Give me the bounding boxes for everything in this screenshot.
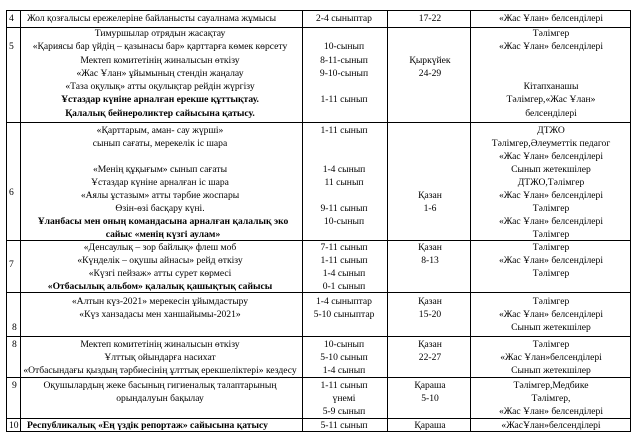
event-text: «Күзгі пейзаж» атты сурет көрмесі	[88, 268, 232, 279]
row-number: 4	[9, 13, 14, 24]
date-text: 22-27	[418, 352, 442, 363]
event-text: Оқушылардың жеке басының гигиеналық талаптарының	[43, 380, 277, 391]
date-text: Қазан	[418, 339, 442, 350]
date-text: 24-29	[418, 68, 442, 79]
date-text: Қазан	[418, 190, 442, 201]
event-text: орындалуын бақылау	[116, 393, 204, 404]
event-text: Тимуршылар отрядын жасақтау	[94, 28, 226, 39]
class-text: 5-10 сыныптар	[313, 309, 375, 320]
responsible-text: Тәлімгер,Медбике	[513, 380, 589, 391]
responsible-text: «Жас Ұлан» белсенділері	[499, 216, 603, 227]
class-text: 1-11 сынып	[320, 380, 368, 391]
row-number: 9	[12, 380, 17, 391]
responsible-text: Тәлімгер	[532, 242, 570, 253]
responsible-text: «Жас Ұлан» белсенділері	[499, 406, 603, 417]
event-text: Қалалық бейнероликтер сайысына қатысу.	[65, 108, 255, 119]
class-text: 1-4 сынып	[322, 268, 366, 279]
event-text: Республикалық «Ең үздік репортаж» сайысына қатысу	[27, 420, 268, 431]
date-text: Қараша	[414, 380, 446, 391]
responsible-text: Сынып жетекшілер	[511, 365, 591, 376]
event-text: «Қариясы бар үйдің – қазынасы бар» қарттарға көмек көрсету	[32, 41, 288, 52]
class-text: 7-11 сынып	[320, 242, 368, 253]
row-number: 7	[9, 259, 14, 270]
class-text: 5-9 сынып	[322, 406, 366, 417]
row-number: 5	[9, 41, 14, 52]
event-text: Мектеп комитетінің жиналысын өткізу	[80, 339, 240, 350]
responsible-text: Тәлімгер	[532, 28, 570, 39]
responsible-text: Тәлімгер	[532, 339, 570, 350]
event-text: Өзін-өзі басқару күні.	[115, 203, 205, 214]
event-text: «Отбасындағы қыздың тәрбиесінің ұлттық ерекшеліктері» кездесу	[23, 365, 297, 376]
date-text: Қазан	[418, 242, 442, 253]
responsible-text: Тәлімгер,	[531, 393, 571, 404]
event-text: «Күз ханзадасы мен ханшайымы-2021»	[79, 309, 241, 320]
class-text: 5-11 сынып	[320, 420, 368, 431]
event-text: «Менің құқығым» сынып сағаты	[92, 164, 228, 175]
responsible-text: Тәлімгер,Әлеуметтік педагог	[491, 138, 611, 149]
class-text: 10-сынып	[323, 216, 365, 227]
class-text: 1-4 сынып	[322, 365, 366, 376]
responsible-text: «Жас Ұлан» белсенділері	[499, 151, 603, 162]
event-text: «Таза оқулық» атты оқулықтар рейдін жүргізу	[65, 81, 255, 92]
class-text: 1-4 сыныптар	[316, 296, 372, 307]
event-text: «Денсаулық – зор байлық» флеш моб	[83, 242, 237, 253]
row-number: 10	[9, 420, 19, 431]
responsible-text: Сынып жетекшілер	[511, 164, 591, 175]
responsible-text: «ЖасҰлан»белсенділері	[501, 420, 601, 431]
responsible-text: Кітапханашы	[523, 81, 579, 92]
date-text: 1-6	[423, 203, 437, 214]
class-text: 0-1 сынып	[322, 281, 366, 292]
responsible-text: Тәлімгер	[532, 203, 570, 214]
date-text: 8-13	[421, 255, 439, 266]
date-text: Қараша	[414, 420, 446, 431]
responsible-text: ДТЖО,Тәлімгер	[517, 177, 585, 188]
event-text: Жол қозғалысы ережелеріне байланысты сауалнама жұмысы	[27, 13, 277, 24]
responsible-text: Тәлімгер	[532, 268, 570, 279]
class-text: 1-11 сынып	[320, 94, 368, 105]
responsible-text: белсенділері	[525, 108, 577, 119]
responsible-text: Тәлімгер	[532, 229, 570, 240]
class-text: 10-сынып	[323, 41, 365, 52]
date-text: Қазан	[418, 296, 442, 307]
responsible-text: «Жас Ұлан» белсенділері	[499, 190, 603, 201]
responsible-text: Сынып жетекшілер	[511, 322, 591, 333]
responsible-text: Тәлімгер,«Жас Ұлан»	[506, 94, 596, 105]
responsible-text: «Жас Ұлан»белсенділері	[500, 352, 602, 363]
event-text: Ұланбасы мен оның командасына арналған қалалық эко сайыс «менің күзгі аулам»	[37, 216, 289, 240]
event-text: «Қарттарым, аман- сау жүрші»	[96, 125, 224, 136]
date-text: 15-20	[418, 309, 442, 320]
date-text: 5-10	[421, 393, 439, 404]
class-text: 1-11 сынып	[320, 255, 368, 266]
class-text: үнемі	[332, 393, 356, 404]
responsible-text: «Жас Ұлан» белсенділері	[499, 41, 603, 52]
class-text: 11 сынып	[324, 177, 364, 188]
row-number: 8	[12, 322, 17, 333]
event-text: Ұстаздар күніне арналған ерекше құттықтау.	[61, 94, 259, 105]
event-text: Мектеп комитетінің жиналысын өткізу	[80, 55, 240, 66]
class-text: 9-11 сынып	[320, 203, 368, 214]
event-text: «Алтын күз-2021» мерекесін ұйымдастыру	[71, 296, 249, 307]
responsible-text: ДТЖО	[537, 125, 565, 136]
class-text: 8-11-сынып	[320, 55, 368, 66]
row-number: 6	[9, 187, 14, 198]
event-text: Ұлттық ойындарға насихат	[104, 352, 216, 363]
responsible-text: Тәлімгер	[532, 296, 570, 307]
class-text: 10-сынып	[323, 339, 365, 350]
row-number: 8	[12, 339, 17, 350]
class-text: 2-4 сыныптар	[316, 13, 372, 24]
class-text: 5-10 сынып	[320, 352, 368, 363]
responsible-text: «Жас Ұлан» белсенділері	[499, 255, 603, 266]
event-text: «Жас Ұлан» ұйымының стендін жаңалау	[76, 68, 244, 79]
event-text: «Аялы ұстазым» атты тәрбие жоспары	[80, 190, 240, 201]
date-text: Қыркүйек	[409, 55, 451, 66]
responsible-text: «Жас Ұлан» белсенділері	[499, 13, 603, 24]
event-text: «Күнделік – оқушы айнасы» рейд өткізу	[77, 255, 243, 266]
class-text: 9-10-сынып	[319, 68, 369, 79]
class-text: 1-4 сынып	[322, 164, 366, 175]
event-text: Ұстаздар күніне арналған іс шара	[91, 177, 229, 188]
responsible-text: «Жас Ұлан» белсенділері	[499, 309, 603, 320]
event-text: сынып сағаты, мерекелік іс шара	[92, 138, 228, 149]
class-text: 1-11 сынып	[320, 125, 368, 136]
date-text: 17-22	[418, 13, 442, 24]
event-text: «Отбасылық альбом» қалалық қашықтық сайысы	[47, 281, 273, 292]
